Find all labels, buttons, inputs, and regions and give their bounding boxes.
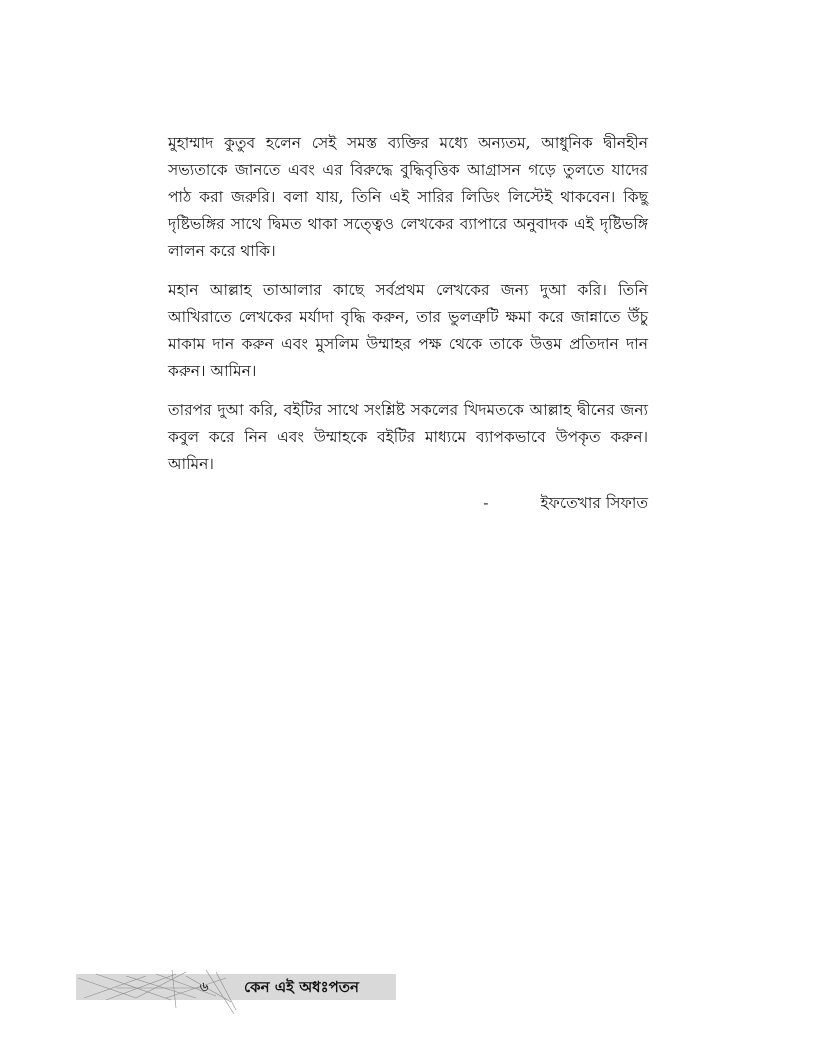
paragraph-intro: মুহাম্মাদ কুতুব হলেন সেই সমস্ত ব্যক্তির মধ্যে অন্যতম, আধুনিক দ্বীনহীন সভ্যতাকে জানতে এবং এর বিরুদ্ধে বুদ্ধিবৃত্তিক আগ্রাসন গড়ে তুলতে যাদের পাঠ করা জরুরি। বলা যায়, তিনি এই সারির লিডিং লিস্টেই থাকবেন। কিছু দৃষ্টিভঙ্গির সাথে দ্বিমত থাকা সত্ত্বেও লেখকের ব্যাপারে অনুবাদক এই দৃষ্টিভঙ্গি লালন করে থাকি। [168,134,648,260]
running-title: কেন এই অধঃপতন [244,978,359,996]
paragraph-dua-author: মহান আল্লাহ তাআলার কাছে সর্বপ্রথম লেখকের জন্য দুআ করি। তিনি আখিরাতে লেখকের মর্যাদা বৃদ্ধি করুন, তার ভুলত্রুটি ক্ষমা করে জান্নাতে উঁচু মাকাম দান করুন এবং মুসলিম উম্মাহর পক্ষ থেকে তাকে উত্তম প্রতিদান দান করুন। আমিন। [168,281,648,380]
translator-name: ইফতেখার সিফাত [540,494,648,512]
footer-decoration [76,968,246,1016]
page-number: ৬ [199,979,209,995]
paragraph-dua-book: তারপর দুআ করি, বইটির সাথে সংশ্লিষ্ট সকলের খিদমতকে আল্লাহ দ্বীনের জন্য কবুল করে নিন এবং উম্মাহকে বইটির মাধ্যমে ব্যাপকভাবে উপকৃত করুন। আমিন। [168,401,648,473]
page-footer [76,974,396,1000]
body-text [168,130,648,517]
signature [168,490,648,517]
signature-dash: - [483,494,489,512]
